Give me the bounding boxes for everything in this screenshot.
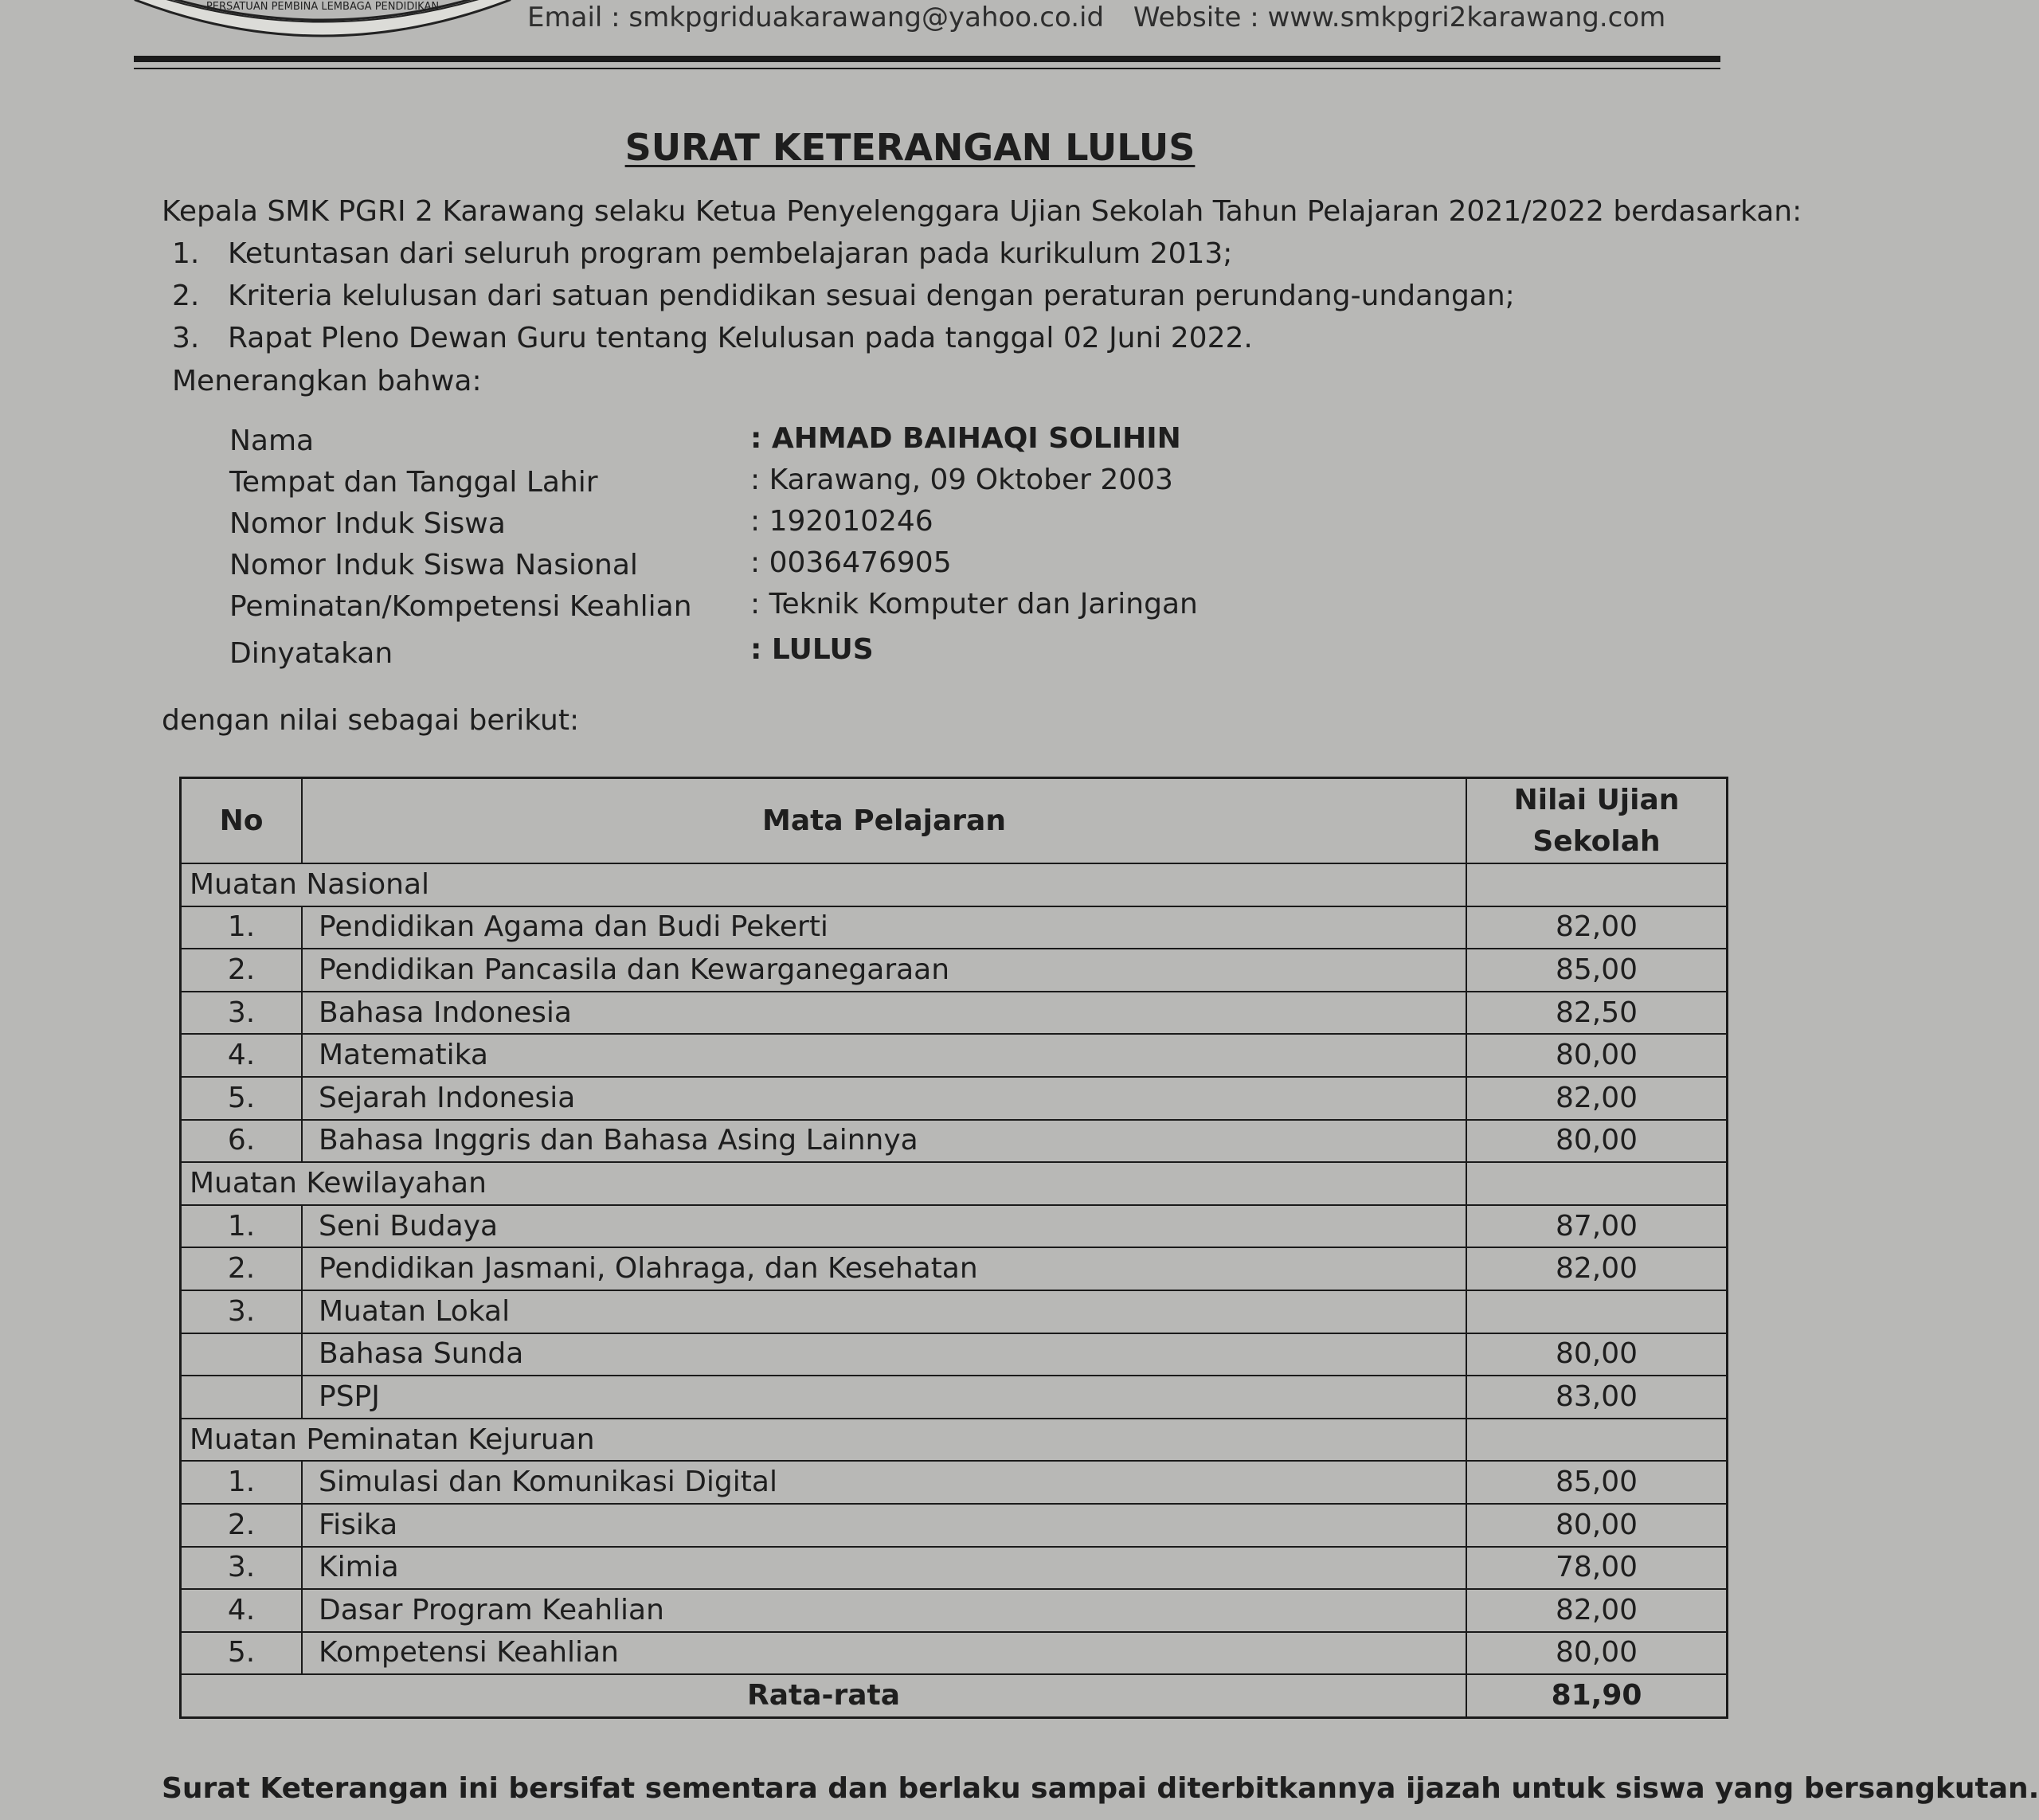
student-major-value: : Teknik Komputer dan Jaringan	[750, 588, 1198, 620]
footer-note: Surat Keterangan ini bersifat sementara dan berlaku sampai diterbitkannya ijazah untuk siswa yang bersangkutan.	[162, 1772, 2039, 1805]
table-row	[181, 949, 1728, 992]
subject-score: 82,50	[1466, 992, 1728, 1035]
subject-score	[1466, 1290, 1728, 1333]
basis-item-2: 2. Kriteria kelulusan dari satuan pendidikan sesuai dengan peraturan perundang-undangan;	[172, 280, 1515, 312]
subject-score: 80,00	[1466, 1333, 1728, 1376]
table-row	[181, 1034, 1728, 1077]
grades-table	[179, 777, 1728, 1719]
header-no: No	[181, 778, 303, 864]
row-number: 6.	[181, 1120, 303, 1163]
subject-score: 80,00	[1466, 1504, 1728, 1547]
subject-score: 78,00	[1466, 1547, 1728, 1590]
average-row	[181, 1674, 1728, 1717]
row-number: 3.	[181, 1547, 303, 1590]
row-number: 3.	[181, 992, 303, 1035]
group-row	[181, 1419, 1728, 1462]
table-row	[181, 906, 1728, 949]
subject-name: Kompetensi Keahlian	[302, 1632, 1466, 1675]
letterhead-rule-thin	[134, 68, 1720, 69]
row-number: 2.	[181, 949, 303, 992]
row-number: 4.	[181, 1034, 303, 1077]
row-number	[181, 1333, 303, 1376]
menerangkan-label: Menerangkan bahwa:	[172, 365, 482, 397]
subject-score: 83,00	[1466, 1376, 1728, 1419]
subject-name: Matematika	[302, 1034, 1466, 1077]
row-number: 4.	[181, 1589, 303, 1632]
table-row	[181, 992, 1728, 1035]
student-nisn-label: Nomor Induk Siswa Nasional	[229, 549, 638, 581]
basis-item-1: 1. Ketuntasan dari seluruh program pembelajaran pada kurikulum 2013;	[172, 237, 1233, 270]
row-number: 2.	[181, 1247, 303, 1290]
subject-score: 80,00	[1466, 1632, 1728, 1675]
subject-name: Bahasa Inggris dan Bahasa Asing Lainnya	[302, 1120, 1466, 1163]
student-birth-label: Tempat dan Tanggal Lahir	[229, 466, 598, 499]
table-row	[181, 1290, 1728, 1333]
letterhead-rule-thick	[134, 56, 1720, 62]
table-row	[181, 1589, 1728, 1632]
table-row	[181, 1333, 1728, 1376]
table-row	[181, 1632, 1728, 1675]
subject-name: Bahasa Indonesia	[302, 992, 1466, 1035]
subject-score: 80,00	[1466, 1120, 1728, 1163]
subject-score: 80,00	[1466, 1034, 1728, 1077]
letterhead-contact	[527, 2, 1665, 33]
subject-name: Simulasi dan Komunikasi Digital	[302, 1461, 1466, 1504]
subject-score: 87,00	[1466, 1205, 1728, 1248]
group-score-cell	[1466, 1162, 1728, 1205]
student-nisn-value: : 0036476905	[750, 546, 952, 579]
subject-score: 82,00	[1466, 1247, 1728, 1290]
subject-name: Kimia	[302, 1547, 1466, 1590]
row-number: 1.	[181, 906, 303, 949]
average-label: Rata-rata	[181, 1674, 1467, 1717]
subject-name: PSPJ	[302, 1376, 1466, 1419]
subject-name: Pendidikan Jasmani, Olahraga, dan Kesehatan	[302, 1247, 1466, 1290]
header-score: Nilai Ujian Sekolah	[1466, 778, 1728, 864]
student-nis-value: : 192010246	[750, 505, 933, 538]
row-number: 1.	[181, 1461, 303, 1504]
table-row	[181, 1547, 1728, 1590]
row-number: 2.	[181, 1504, 303, 1547]
subject-name: Dasar Program Keahlian	[302, 1589, 1466, 1632]
table-row	[181, 1376, 1728, 1419]
group-score-cell	[1466, 863, 1728, 906]
student-major-label: Peminatan/Kompetensi Keahlian	[229, 590, 692, 623]
group-row	[181, 863, 1728, 906]
average-value: 81,90	[1466, 1674, 1728, 1717]
table-row	[181, 1077, 1728, 1120]
student-status-value: : LULUS	[750, 633, 874, 666]
student-name-value: : AHMAD BAIHAQI SOLIHIN	[750, 422, 1181, 455]
table-row	[181, 1205, 1728, 1248]
group-label: Muatan Nasional	[181, 863, 1467, 906]
basis-item-3: 3. Rapat Pleno Dewan Guru tentang Kelulusan pada tanggal 02 Juni 2022.	[172, 322, 1253, 354]
row-number: 3.	[181, 1290, 303, 1333]
student-name-label: Nama	[229, 425, 315, 457]
subject-name: Pendidikan Agama dan Budi Pekerti	[302, 906, 1466, 949]
grades-body	[181, 863, 1728, 1674]
table-row	[181, 1461, 1728, 1504]
grades-intro: dengan nilai sebagai berikut:	[162, 704, 580, 737]
table-row	[181, 1120, 1728, 1163]
row-number: 5.	[181, 1077, 303, 1120]
row-number: 1.	[181, 1205, 303, 1248]
intro-paragraph: Kepala SMK PGRI 2 Karawang selaku Ketua Penyelenggara Ujian Sekolah Tahun Pelajaran 2021/2022 berdasarkan:	[162, 195, 1802, 228]
subject-name: Muatan Lokal	[302, 1290, 1466, 1333]
table-row	[181, 1504, 1728, 1547]
subject-score: 85,00	[1466, 949, 1728, 992]
subject-name: Sejarah Indonesia	[302, 1077, 1466, 1120]
subject-name: Pendidikan Pancasila dan Kewarganegaraan	[302, 949, 1466, 992]
subject-score: 85,00	[1466, 1461, 1728, 1504]
document-title: SURAT KETERANGAN LULUS	[624, 126, 1196, 169]
student-nis-label: Nomor Induk Siswa	[229, 507, 506, 540]
row-number: 5.	[181, 1632, 303, 1675]
table-header-row	[181, 778, 1728, 864]
group-score-cell	[1466, 1419, 1728, 1462]
header-subject: Mata Pelajaran	[302, 778, 1466, 864]
svg-text:PERSATUAN PEMBINA LEMBAGA PEND: PERSATUAN PEMBINA LEMBAGA PENDIDIKAN	[205, 1, 440, 13]
group-label: Muatan Peminatan Kejuruan	[181, 1419, 1467, 1462]
school-email: Email : smkpgriduakarawang@yahoo.co.id	[527, 2, 1105, 33]
group-label: Muatan Kewilayahan	[181, 1162, 1467, 1205]
table-row	[181, 1247, 1728, 1290]
subject-name: Seni Budaya	[302, 1205, 1466, 1248]
subject-score: 82,00	[1466, 906, 1728, 949]
subject-score: 82,00	[1466, 1589, 1728, 1632]
subject-name: Fisika	[302, 1504, 1466, 1547]
student-status-label: Dinyatakan	[229, 637, 393, 670]
row-number	[181, 1376, 303, 1419]
subject-score: 82,00	[1466, 1077, 1728, 1120]
school-website: Website : www.smkpgri2karawang.com	[1133, 2, 1666, 33]
subject-name: Bahasa Sunda	[302, 1333, 1466, 1376]
school-seal-logo	[119, 0, 526, 33]
student-birth-value: : Karawang, 09 Oktober 2003	[750, 464, 1173, 496]
group-row	[181, 1162, 1728, 1205]
